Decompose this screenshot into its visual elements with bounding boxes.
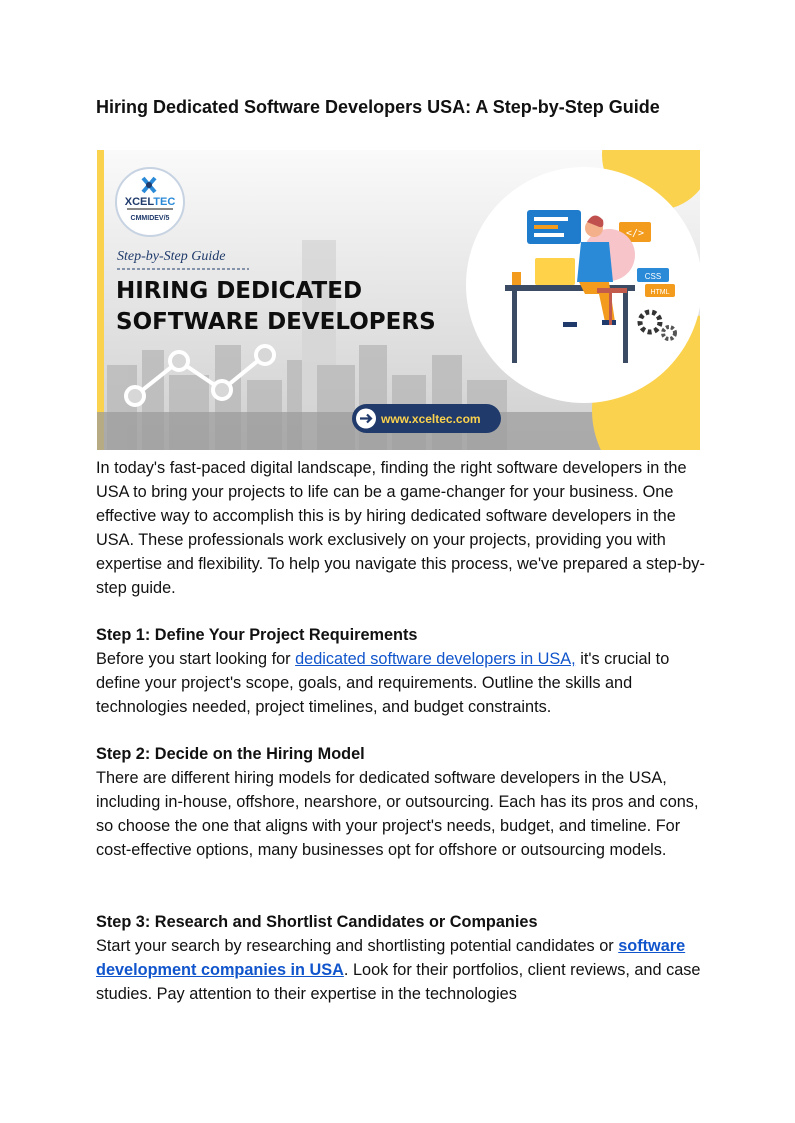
step-3-text-after: . Look for their portfolios, client reviews, and case studies. Pay attention to their expertise in the technologies (96, 961, 701, 1003)
svg-text:CMMIDEV/5: CMMIDEV/5 (130, 215, 170, 222)
step-2-heading: Step 2: Decide on the Hiring Model (96, 745, 365, 763)
step-2-section (96, 742, 706, 862)
intro-paragraph: In today's fast-paced digital landscape, finding the right software developers in the USA to bring your projects to life can be a game-changer for your business. One effective way to accomplish this is by hiring dedicated software developers in the USA. These professionals work exclusively on your projects, providing you with expertise and flexibility. To help you navigate this process, we've prepared a step-by-step guide. (96, 459, 705, 597)
page-title: Hiring Dedicated Software Developers USA: A Step-by-Step Guide (96, 97, 660, 117)
step-1-section (96, 623, 706, 719)
banner-headline-line2: SOFTWARE DEVELOPERS (116, 309, 436, 335)
hero-banner-image (97, 150, 700, 450)
svg-text:HTML: HTML (650, 289, 670, 296)
step-3-section (96, 910, 706, 1006)
step-1-text-after: it's crucial to define your project's scope, goals, and requirements. Outline the skills and technologies needed, project timelines, and budget constraints. (96, 650, 670, 716)
svg-text:www.xceltec.com: www.xceltec.com (381, 412, 481, 426)
yellow-accent-strip (97, 150, 104, 450)
software-companies-link[interactable]: software development companies in USA (96, 937, 686, 979)
xceltec-logo (116, 168, 184, 236)
banner-headline-line1: HIRING DEDICATED (116, 278, 363, 304)
step-1-text-before: Before you start looking for (96, 650, 296, 668)
svg-text:</>: </> (625, 228, 645, 239)
svg-text:CSS: CSS (644, 272, 662, 281)
banner-tagline: Step-by-Step Guide (117, 249, 226, 264)
step-1-heading: Step 1: Define Your Project Requirements (96, 626, 418, 644)
banner-illustration (97, 150, 700, 450)
step-3-heading: Step 3: Research and Shortlist Candidates or Companies (96, 913, 538, 931)
dedicated-developers-link[interactable]: dedicated software developers in USA, (295, 650, 576, 668)
step-3-text-before: Start your search by researching and shortlisting potential candidates or (96, 937, 619, 955)
website-button (352, 404, 501, 433)
step-2-body: There are different hiring models for dedicated software developers in the USA, including in-house, offshore, nearshore, or outsourcing. Each has its pros and cons, so choose the one that aligns with your project's needs, budget, and timeline. For cost-effective options, many businesses opt for offshore or outsourcing models. (96, 769, 699, 859)
svg-text:XCELTEC: XCELTEC (124, 196, 176, 208)
